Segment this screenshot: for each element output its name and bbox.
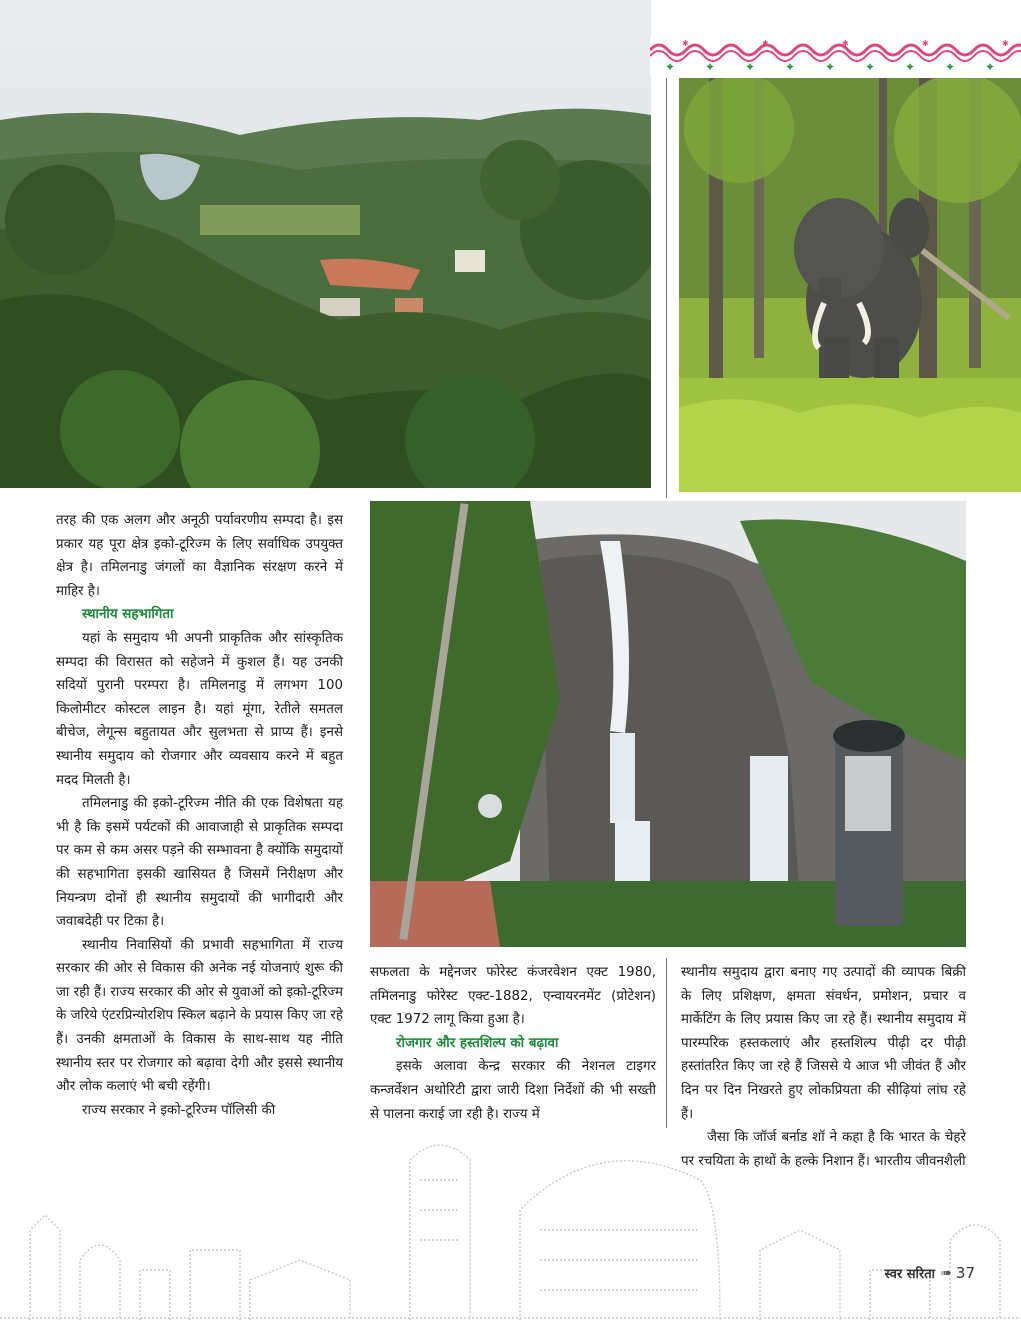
waterfall-photo xyxy=(370,501,966,947)
svg-text:✦: ✦ xyxy=(865,60,876,74)
body-paragraph: सफलता के मद्देनजर फोरेस्ट कंजरवेशन एक्ट 1980, तमिलनाडु फोरेस्ट एक्ट-1882, एन्वायरनमेंट (प्रोटेशन) एक्ट 1972 लागू किया हुआ है। xyxy=(370,965,656,1028)
skyline-illustration xyxy=(0,1120,1021,1322)
svg-text:✦: ✦ xyxy=(825,60,836,74)
body-paragraph: स्थानीय निवासियों की प्रभावी सहभागिता में राज्य सरकार की ओर से विकास की अनेक नई योजनाएं शुरू की जा रही हैं। राज्य सरकार की ओर से युवाओं को इको-टूरिज्म के जरिये एंटरप्रिन्योरशिप स्किल बढ़ाने के प्रयास किए जा रहे हैं। उनकी क्षमताओं के विकास के साथ-साथ यह नीति स्थानीय स्तर पर रोजगार को बढ़ावा देगी और इससे स्थानीय और लोक कलाएं भी बची रहेंगी। xyxy=(56,937,343,1095)
page-footer xyxy=(883,1262,975,1284)
page-number: 37 xyxy=(955,1264,975,1282)
body-paragraph: जैसा कि जॉर्ज बर्नाड शॉ ने कहा है कि भारत के चेहरे पर रचयिता के हाथों के हल्के निशान हैं। भारतीय जीवनशैली xyxy=(681,1130,966,1169)
decorative-border xyxy=(650,38,1021,76)
arrow-right-icon: ➠ xyxy=(941,1265,952,1281)
svg-text:✦: ✦ xyxy=(785,60,796,74)
middle-text-column xyxy=(370,961,656,1126)
svg-text:✱: ✱ xyxy=(762,39,769,48)
body-paragraph: स्थानीय समुदाय द्वारा बनाए गए उत्पादों की व्यापक बिक्री के लिए प्रशिक्षण, क्षमता संवर्धन, प्रमोशन, प्रचार व मार्केटिंग के लिए प्रयास किए जा रहे हैं। स्थानीय समुदाय में पारम्परिक हस्तकलाएं और हस्तशिल्प पीढ़ी दर पीढ़ी हस्तांतरित किए जा रहे हैं जिससे ये आज भी जीवंत हैं और दिन पर दिन निखरते हुए लोकप्रियता की सीढ़ियां लांघ रहे हैं। xyxy=(681,965,966,1122)
svg-text:✱: ✱ xyxy=(922,39,929,48)
svg-text:✦: ✦ xyxy=(705,60,716,74)
body-paragraph: यहां के समुदाय भी अपनी प्राकृतिक और सांस्कृतिक सम्पदा की विरासत को सहेजने में कुशल हैं। यह उनकी सदियों पुरानी परम्परा है। तमिलनाडु में लगभग 100 किलोमीटर कोस्टल लाइन है। यहां मूंगा, रेतीले समतल बीचेज, लेगून्स बहुतायत और सुलभता से प्राप्य हैं। इनसे स्थानीय समुदाय को रोजगार और व्यवसाय करने में बहुत मदद मिलती है। xyxy=(56,630,343,788)
elephant-photo xyxy=(679,78,1021,492)
body-paragraph: इसके अलावा केन्द्र सरकार की नेशनल टाइगर कन्जर्वेशन अथोरिटी द्वारा जारी दिशा निर्देशों की भी सख्ती से पालना कराई जा रही है। राज्य में xyxy=(370,1059,656,1122)
section-heading-employment-handicraft: रोजगार और हस्तशिल्प को बढ़ावा xyxy=(396,1035,559,1051)
svg-text:✦: ✦ xyxy=(745,60,756,74)
column-divider xyxy=(666,78,667,498)
svg-text:✱: ✱ xyxy=(842,39,849,48)
valley-landscape-photo xyxy=(0,0,651,488)
body-paragraph: राज्य सरकार ने इको-टूरिज्म पॉलिसी की xyxy=(82,1102,276,1118)
column-divider xyxy=(666,958,667,1128)
magazine-name: स्वर सरिता xyxy=(884,1267,935,1282)
svg-text:✦: ✦ xyxy=(905,60,916,74)
svg-text:✦: ✦ xyxy=(945,60,956,74)
svg-text:✦: ✦ xyxy=(985,60,996,74)
section-heading-local-participation: स्थानीय सहभागिता xyxy=(82,607,174,623)
body-paragraph: तमिलनाडु की इको-टूरिज्म नीति की एक विशेषता यह भी है कि इसमें पर्यटकों की आवाजाही से प्राकृतिक सम्पदा पर कम से कम असर पड़ने की सम्भावना है क्योंकि समुदायों की सहभागिता इसकी खासियत है जिसमें निरीक्षण और नियन्त्रण दोनों ही स्थानीय समुदायों की भागीदारी और जवाबदेही पर टिका है। xyxy=(56,796,343,930)
intro-paragraph: तरह की एक अलग और अनूठी पर्यावरणीय सम्पदा है। इस प्रकार यह पूरा क्षेत्र इको-टूरिज्म के लिए सर्वाधिक उपयुक्त क्षेत्र है। तमिलनाडु जंगलों का वैज्ञानिक संरक्षण करने में माहिर है। xyxy=(56,513,343,599)
svg-text:✦: ✦ xyxy=(665,60,676,74)
left-text-column xyxy=(56,509,343,1122)
svg-text:✱: ✱ xyxy=(1002,39,1009,48)
svg-text:✱: ✱ xyxy=(682,39,689,48)
